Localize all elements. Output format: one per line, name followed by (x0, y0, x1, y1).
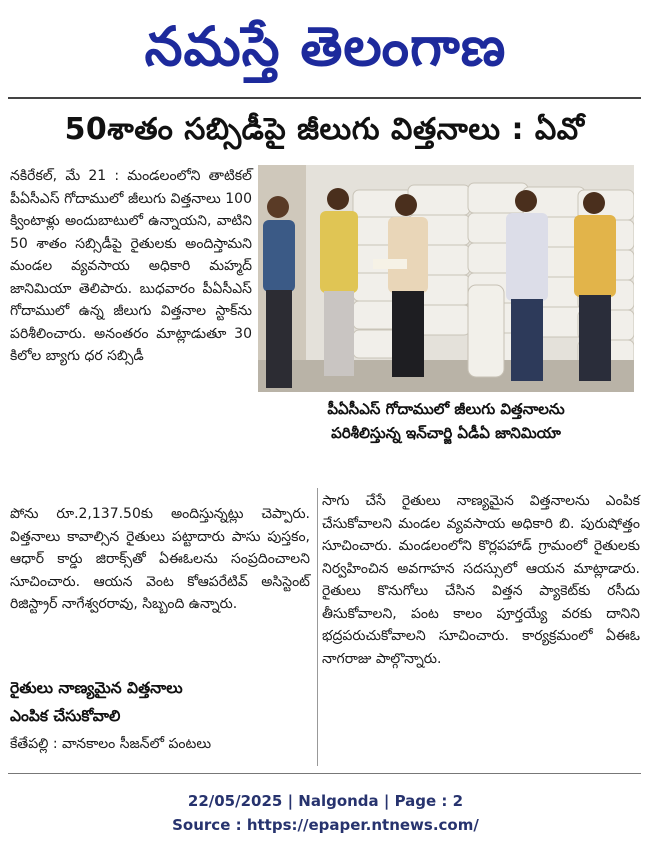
article-photo (258, 165, 634, 392)
footer-source: Source : https://epaper.ntnews.com/ (172, 816, 479, 834)
article-column-left-tail (10, 733, 310, 756)
article-paragraph-price: పోను రూ.2,137.50కు అందిస్తున్నట్లు చెప్పారు. విత్తనాలు కావాల్సిన రైతులు పట్టాదారు పాసు పుస్తకం, ఆధార్ కార్డు జిరాక్స్‌తో ఏఈఓలను సంప్రదించాలని సూచించారు. ఆయన వెంట కోఆపరేటివ్ అసిస్టెంట్ రిజిస్ట్రార్ నాగేశ్వరరావు, సిబ్బంది ఉన్నారు. (10, 506, 310, 612)
column-divider (317, 488, 318, 766)
subheadline-line-1: రైతులు నాణ్యమైన విత్తనాలు (10, 679, 183, 697)
photo-caption-line-2: పరిశీలిస్తున్న ఇన్‌చార్జి ఏడీఏ జానిమియా (331, 424, 561, 442)
subheadline-line-2: ఎంపిక చేసుకోవాలి (10, 707, 121, 725)
photo-caption (258, 397, 634, 445)
footer-rule (8, 773, 641, 774)
article-paragraph-ketepalli-start: కేతేపల్లి : వానకాలం సీజన్‌లో పంటలు (10, 736, 212, 752)
article-headline: 50శాతం సబ్సిడీపై జీలుగు విత్తనాలు : ఏవో (64, 112, 585, 147)
footer (0, 789, 651, 837)
article-paragraph-ketepalli-cont: సాగు చేసే రైతులు నాణ్యమైన విత్తనాలను ఎంపిక చేసుకోవాలని మండల వ్యవసాయ అధికారి బి. పురుషోత్తం సూచించారు. మండలంలోని కొర్లపహాడ్ గ్రామంలో రైతులకు నిర్వహించిన అవగాహన సదస్సులో ఆయన మాట్లాడారు. రైతులు కొనుగోలు చేసిన విత్తన ప్యాకెట్‌కు రసీదు తీసుకోవాలని, పంట కాలం పూర్తయ్యే వరకు దానిని భద్రపరుచుకోవాలని సూచించారు. కార్యక్రమంలో ఏఈఓ నాగరాజు పాల్గొన్నారు. (322, 493, 640, 667)
masthead (0, 4, 651, 90)
footer-dateline: 22/05/2025 | Nalgonda | Page : 2 (187, 792, 464, 810)
article-column-right (322, 490, 640, 670)
article-column-left-continued (10, 503, 310, 616)
newspaper-logo: నమస్తే తెలంగాణ (144, 15, 507, 78)
photo-caption-line-1: పీఏసీఎస్ గోదాములో జీలుగు విత్తనాలను (327, 400, 565, 418)
photo-officials-inspecting-seed-bags (258, 165, 634, 392)
article-column-left (10, 165, 252, 368)
masthead-rule (8, 97, 641, 99)
article-paragraph-intro: నకిరేకల్, మే 21 : మండలంలోని తాటికల్ పీఏసీఎస్ గోదాములో జీలుగు విత్తనాలు 100 క్వింటాళ్లు అందుబాటులో ఉన్నాయని, వాటిని 50 శాతం సబ్సిడీపై రైతులకు అందిస్తామని మండల వ్యవసాయ అధికారి మహ్మద్ జానిమియా తెలిపారు. బుధవారం పీఏసీఎస్ గోదాములో ఉన్న జీలుగు విత్తనాల స్టాక్‌ను పరిశీలించారు. అనంతరం మాట్లాడుతూ 30 కిలోల బ్యాగు ధర సబ్సిడీ (10, 168, 252, 364)
